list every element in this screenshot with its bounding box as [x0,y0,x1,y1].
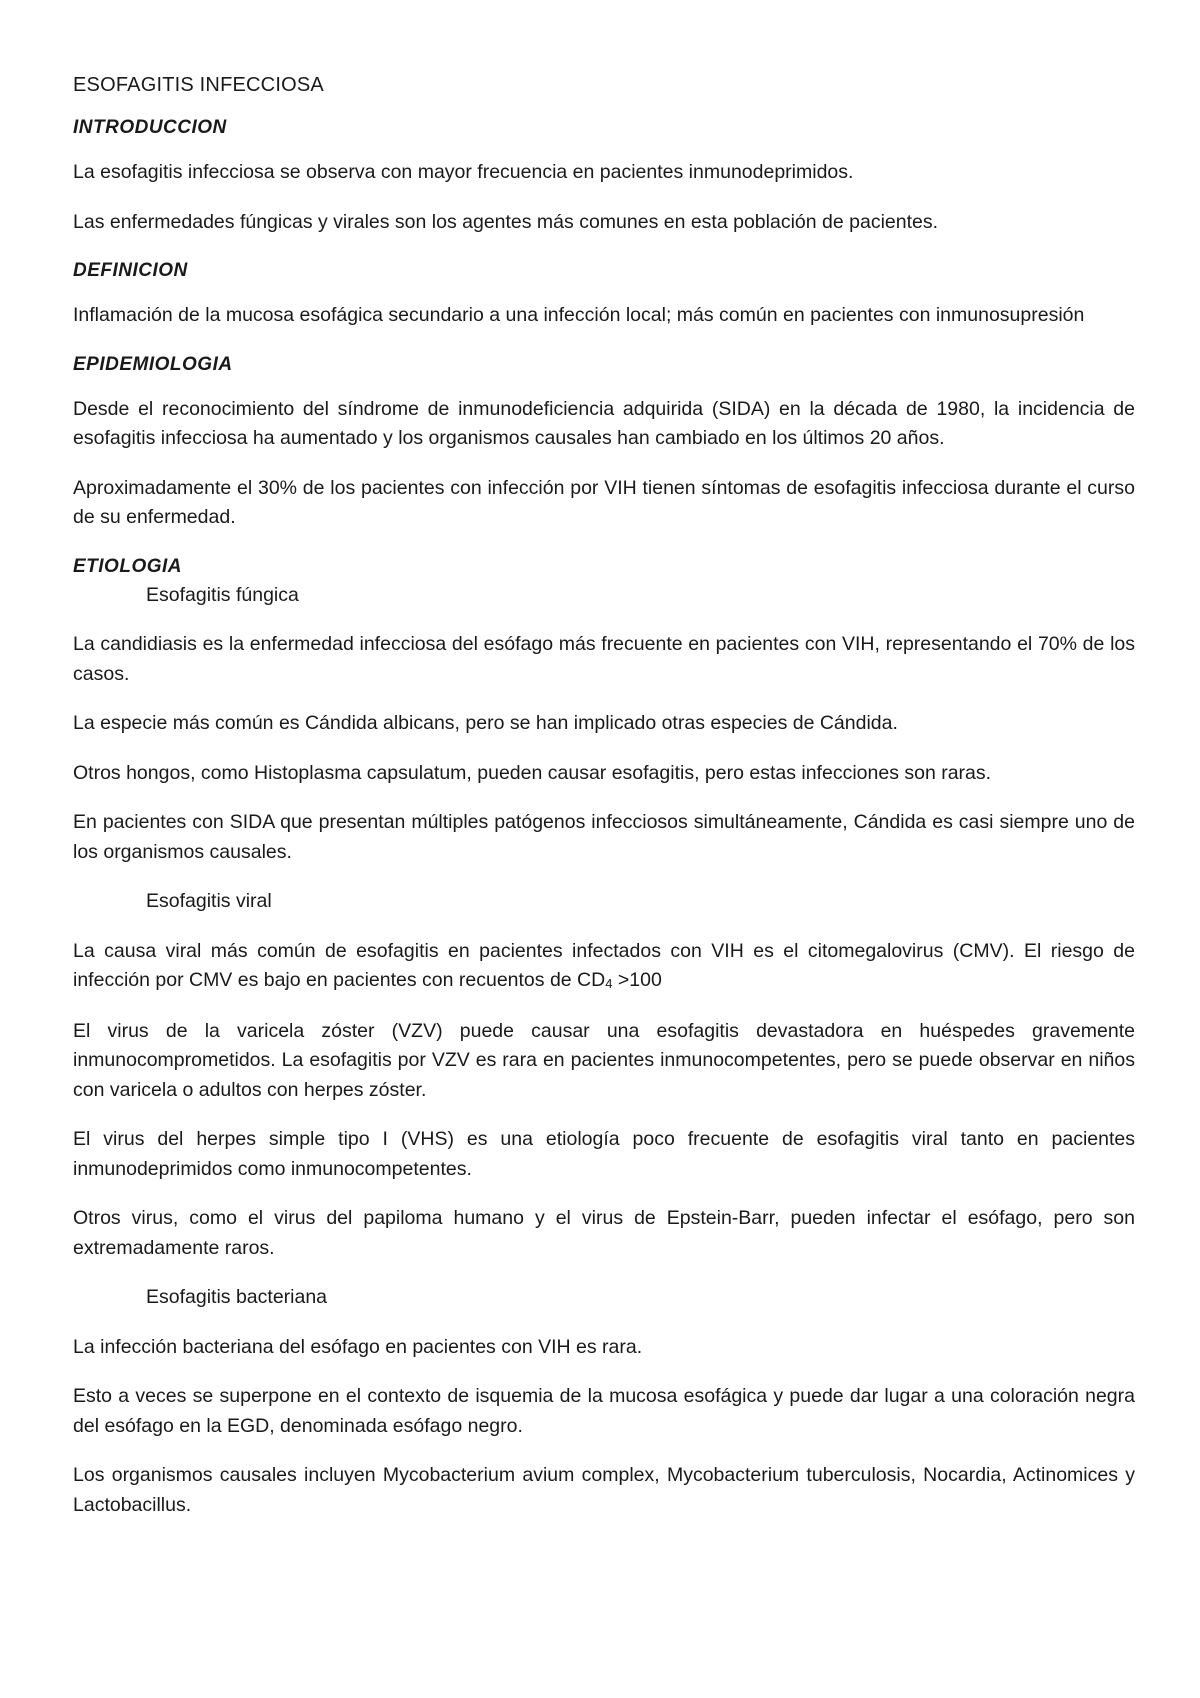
subheading-fungica: Esofagitis fúngica [146,583,299,606]
paragraph: La infección bacteriana del esófago en pacientes con VIH es rara. [73,1335,643,1358]
paragraph: La esofagitis infecciosa se observa con mayor frecuencia en pacientes inmunodeprimidos. [73,161,854,183]
paragraph: Esto a veces se superpone en el contexto de isquemia de la mucosa esofágica y puede dar lugar a una coloración negra del esófago en la EGD, denominada esófago negro. [73,1385,1135,1437]
paragraph: El virus del herpes simple tipo I (VHS) es una etiología poco frecuente de esofagitis viral tanto en pacientes inmunodeprimidos como inmunocompetentes. [73,1128,1135,1180]
paragraph: La candidiasis es la enfermedad infecciosa del esófago más frecuente en pacientes con VIH, representando el 70% de los casos. [73,633,1135,685]
paragraph: En pacientes con SIDA que presentan múltiples patógenos infecciosos simultáneamente, Cándida es casi siempre uno de los organismos causales. [73,811,1135,863]
paragraph: El virus de la varicela zóster (VZV) puede causar una esofagitis devastadora en huéspedes gravemente inmunocomprometidos. La esofagitis por VZV es rara en pacientes inmunocompetentes, pero se puede observar en niños con varicela o adultos con herpes zóster. [73,1019,1135,1101]
heading-epidemiologia: EPIDEMIOLOGIA [73,353,233,375]
subscript: 4 [605,976,613,991]
paragraph-text: >100 [612,969,662,991]
paragraph: La especie más común es Cándida albicans, pero se han implicado otras especies de Cándida. [73,712,898,734]
heading-definicion: DEFINICION [73,260,188,281]
subheading-bacteriana: Esofagitis bacteriana [146,1286,328,1308]
paragraph: Otros hongos, como Histoplasma capsulatum, pueden causar esofagitis, pero estas infecciones son raras. [73,761,992,784]
document-page [73,70,1135,1540]
paragraph: Los organismos causales incluyen Mycobacterium avium complex, Mycobacterium tuberculosis, Nocardia, Actinomices y Lactobacillus. [73,1464,1135,1516]
paragraph: Las enfermedades fúngicas y virales son los agentes más comunes en esta población de pacientes. [73,210,939,233]
subheading-viral: Esofagitis viral [146,890,272,912]
paragraph-cmv [73,937,1135,997]
paragraph: Aproximadamente el 30% de los pacientes con infección por VIH tienen síntomas de esofagitis infecciosa durante el curso de su enfermedad. [73,476,1135,528]
paragraph: Inflamación de la mucosa esofágica secundario a una infección local; más común en pacientes con inmunosupresión [73,304,1085,326]
document-title: ESOFAGITIS INFECCIOSA [73,74,324,96]
paragraph-text: La causa viral más común de esofagitis en pacientes infectados con VIH es el citomegalovirus (CMV). El riesgo de infección por CMV es bajo en pacientes con recuentos de CD [73,939,1135,991]
heading-etiologia: ETIOLOGIA [73,555,182,577]
heading-introduccion: INTRODUCCION [73,117,227,138]
paragraph: Desde el reconocimiento del síndrome de inmunodeficiencia adquirida (SIDA) en la década de 1980, la incidencia de esofagitis infecciosa ha aumentado y los organismos causales han cambiado en los últimos 20 años. [73,397,1135,449]
paragraph: Otros virus, como el virus del papiloma humano y el virus de Epstein-Barr, pueden infectar el esófago, pero son extremadamente raros. [73,1207,1135,1259]
